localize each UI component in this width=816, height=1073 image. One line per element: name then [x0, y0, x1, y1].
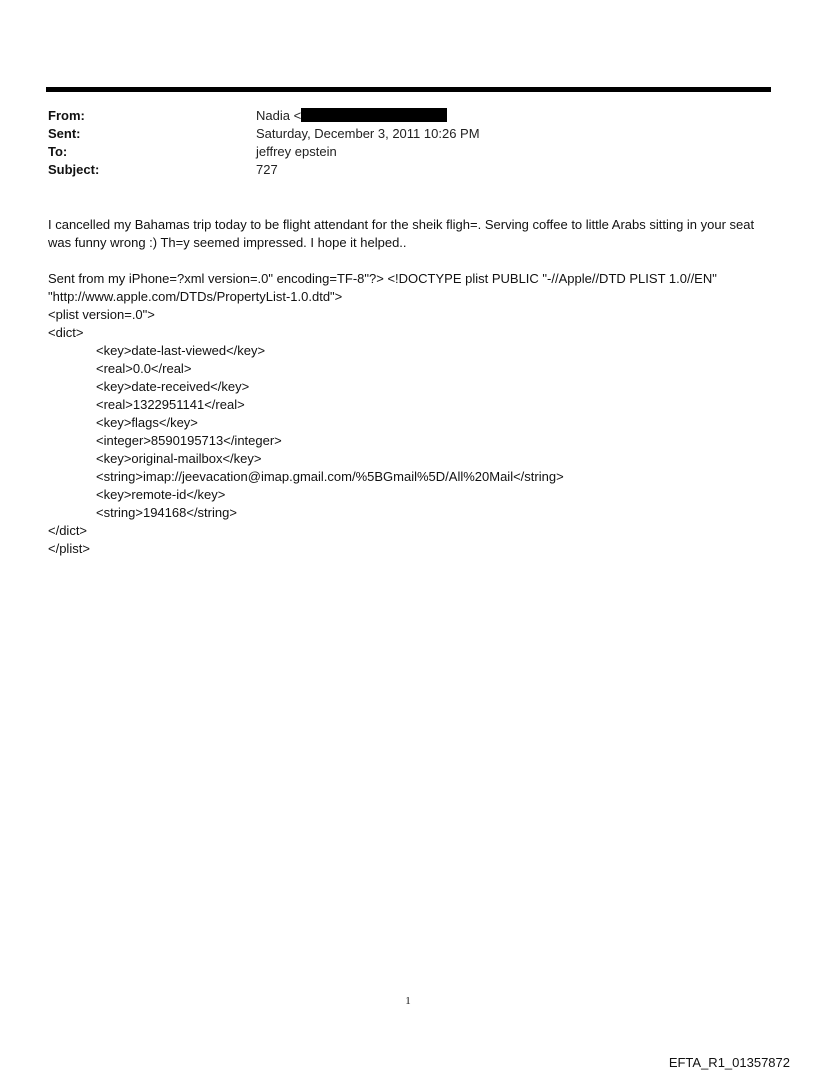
plist-line: "http://www.apple.com/DTDs/PropertyList-1.0.dtd">: [48, 289, 343, 304]
subject-label: Subject:: [48, 162, 100, 177]
plist-line: <key>original-mailbox</key>: [96, 451, 262, 466]
plist-line: <real>1322951141</real>: [96, 397, 245, 412]
redaction-bar: [301, 108, 447, 122]
message-paragraph: I cancelled my Bahamas trip today to be flight attendant for the sheik fligh=. Serving coffee to little Arabs sitting in your seat was funny wrong :) Th=y seemed impressed. I hope it helped..: [48, 217, 755, 250]
plist-line: <real>0.0</real>: [96, 361, 192, 376]
plist-line: <integer>8590195713</integer>: [96, 433, 282, 448]
header-divider: [46, 87, 771, 92]
plist-line: <key>flags</key>: [96, 415, 198, 430]
plist-line: </dict>: [48, 523, 88, 538]
plist-line: <dict>: [48, 325, 84, 340]
plist-line: <plist version=.0">: [48, 307, 155, 322]
plist-line: <string>imap://jeevacation@imap.gmail.com/%5BGmail%5D/All%20Mail</string>: [96, 469, 564, 484]
document-id: EFTA_R1_01357872: [668, 1055, 790, 1070]
plist-line: <key>date-received</key>: [96, 379, 250, 394]
plist-line: Sent from my iPhone=?xml version=.0" encoding=TF-8"?> <!DOCTYPE plist PUBLIC "-//Apple//DTD PLIST 1.0//EN": [48, 271, 717, 286]
page-number: 1: [405, 995, 411, 1007]
sent-value: Saturday, December 3, 2011 10:26 PM: [256, 126, 480, 141]
to-value: jeffrey epstein: [256, 144, 337, 159]
plist-line: </plist>: [48, 541, 90, 556]
plist-line: <key>date-last-viewed</key>: [96, 343, 266, 358]
from-value: [256, 107, 447, 125]
sent-label: Sent:: [48, 126, 81, 141]
plist-line: <key>remote-id</key>: [96, 487, 226, 502]
plist-line: <string>194168</string>: [96, 505, 237, 520]
to-label: To:: [48, 144, 68, 159]
subject-value: 727: [256, 162, 278, 177]
from-name: Nadia <: [256, 108, 302, 123]
from-label: From:: [48, 108, 85, 123]
